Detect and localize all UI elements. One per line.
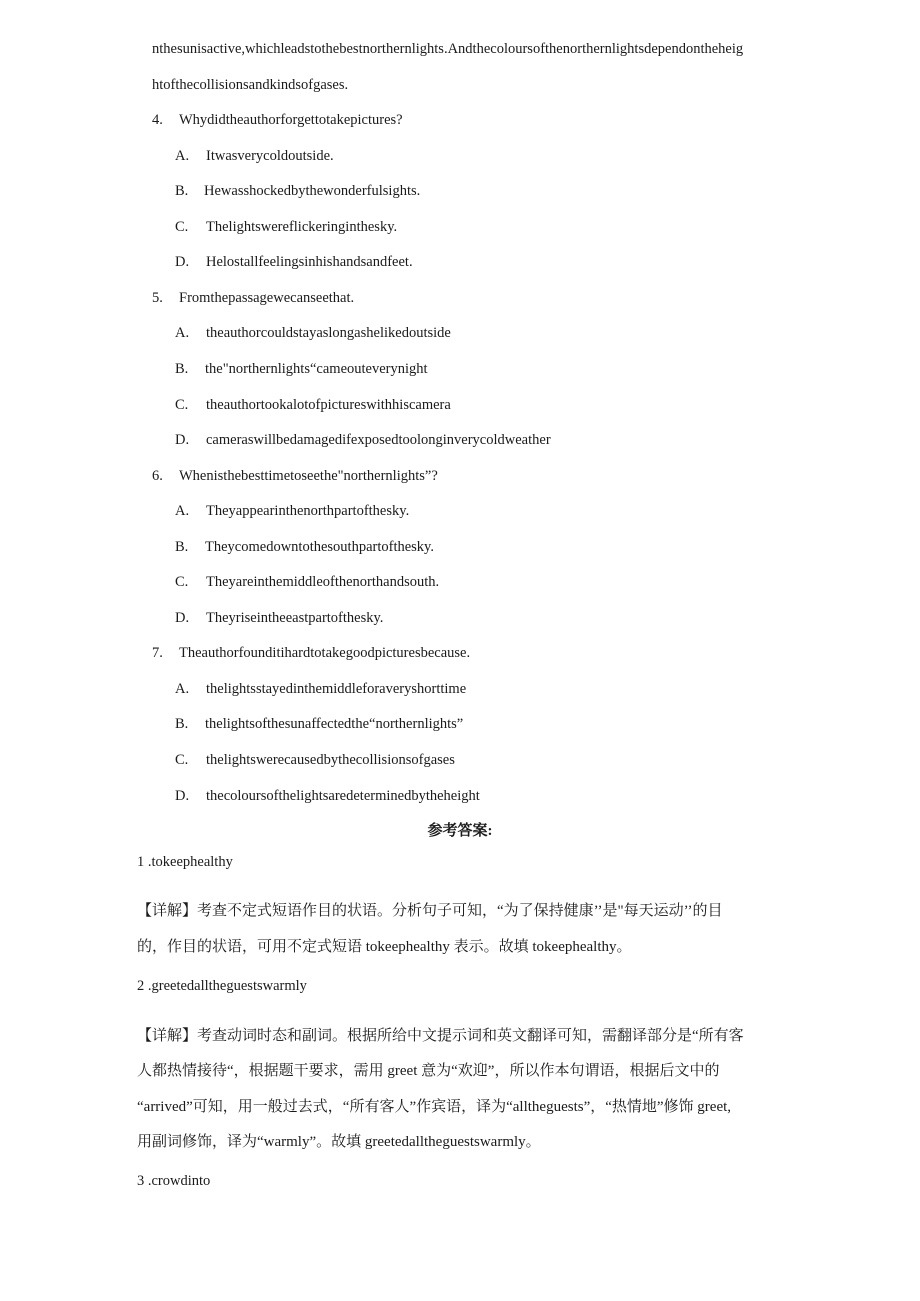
question-text: Whenisthebesttimetoseethe"northernlights”? [179, 468, 438, 484]
question-number: 4. [152, 112, 163, 128]
option: D. thecoloursofthelightsaredeterminedbytheheight [175, 788, 480, 804]
option: B. Theycomedowntothesouthpartofthesky. [175, 539, 434, 555]
option: D. Helostallfeelingsinhishandsandfeet. [175, 254, 413, 270]
answer-detail: 【详解】考查不定式短语作目的状语。分析句子可知，“为了保持健康’’是"每天运动’’的目 [137, 903, 723, 919]
option: A. thelightsstayedinthemiddleforaveryshorttime [175, 681, 467, 697]
option: C. thelightswerecausedbythecollisionsofgases [175, 752, 455, 768]
answer-label: 2 .greetedalltheguestswarmly [137, 978, 307, 994]
answer-detail: 【详解】考查动词时态和副词。根据所给中文提示词和英文翻译可知，需翻译部分是“所有客 [137, 1028, 744, 1044]
option: B. Hewasshockedbythewonderfulsights. [175, 183, 421, 199]
question-number: 5. [152, 290, 163, 306]
question-7 [152, 643, 470, 663]
question-number: 7. [152, 645, 163, 661]
question-4 [152, 110, 403, 130]
answer-detail: 的，作目的状语，可用不定式短语 tokeephealthy 表示。故填 tokeephealthy。 [137, 939, 632, 955]
answer-detail: 人都热情接待“，根据题干要求，需用 greet 意为“欢迎”，所以作本句谓语，根据后文中的 [137, 1063, 720, 1079]
option: C. Theyareinthemiddleofthenorthandsouth. [175, 574, 440, 590]
option: C. Thelightswereflickeringinthesky. [175, 219, 398, 235]
question-text: Whydidtheauthorforgettotakepictures? [179, 112, 403, 128]
option: B. thelightsofthesunaffectedthe“northernlights” [175, 716, 464, 732]
option: C. theauthortookalotofpictureswithhiscamera [175, 397, 451, 413]
option: A. Theyappearinthenorthpartofthesky. [175, 503, 410, 519]
question-text: Fromthepassagewecanseethat. [179, 290, 355, 306]
answer-label: 1 .tokeephealthy [137, 854, 233, 870]
option: D. Theyriseintheeastpartofthesky. [175, 610, 384, 626]
question-5 [152, 288, 354, 308]
option: A. theauthorcouldstayaslongashelikedoutside [175, 325, 451, 341]
answer-label: 3 .crowdinto [137, 1173, 211, 1189]
option: A. Itwasverycoldoutside. [175, 148, 334, 164]
passage-line: nthesunisactive,whichleadstothebestnorthernlights.Andthecoloursofthenorthernlightsdependontheheig [152, 41, 744, 57]
question-text: Theauthorfounditihardtotakegoodpicturesbecause. [179, 645, 471, 661]
answers-heading: 参考答案: [427, 823, 493, 839]
question-number: 6. [152, 468, 163, 484]
question-6 [152, 466, 438, 486]
option: D. cameraswillbedamagedifexposedtoolonginverycoldweather [175, 432, 551, 448]
answer-detail: “arrived”可知，用一般过去式，“所有客人”作宾语，译为“alltheguests”，“热情地”修饰 greet, [137, 1099, 732, 1115]
answer-detail: 用副词修饰，译为“warmly”。故填 greetedalltheguestswarmly。 [137, 1134, 541, 1150]
passage-line: htofthecollisionsandkindsofgases. [152, 77, 349, 93]
option: B. the"northernlights“cameouteverynight [175, 361, 428, 377]
